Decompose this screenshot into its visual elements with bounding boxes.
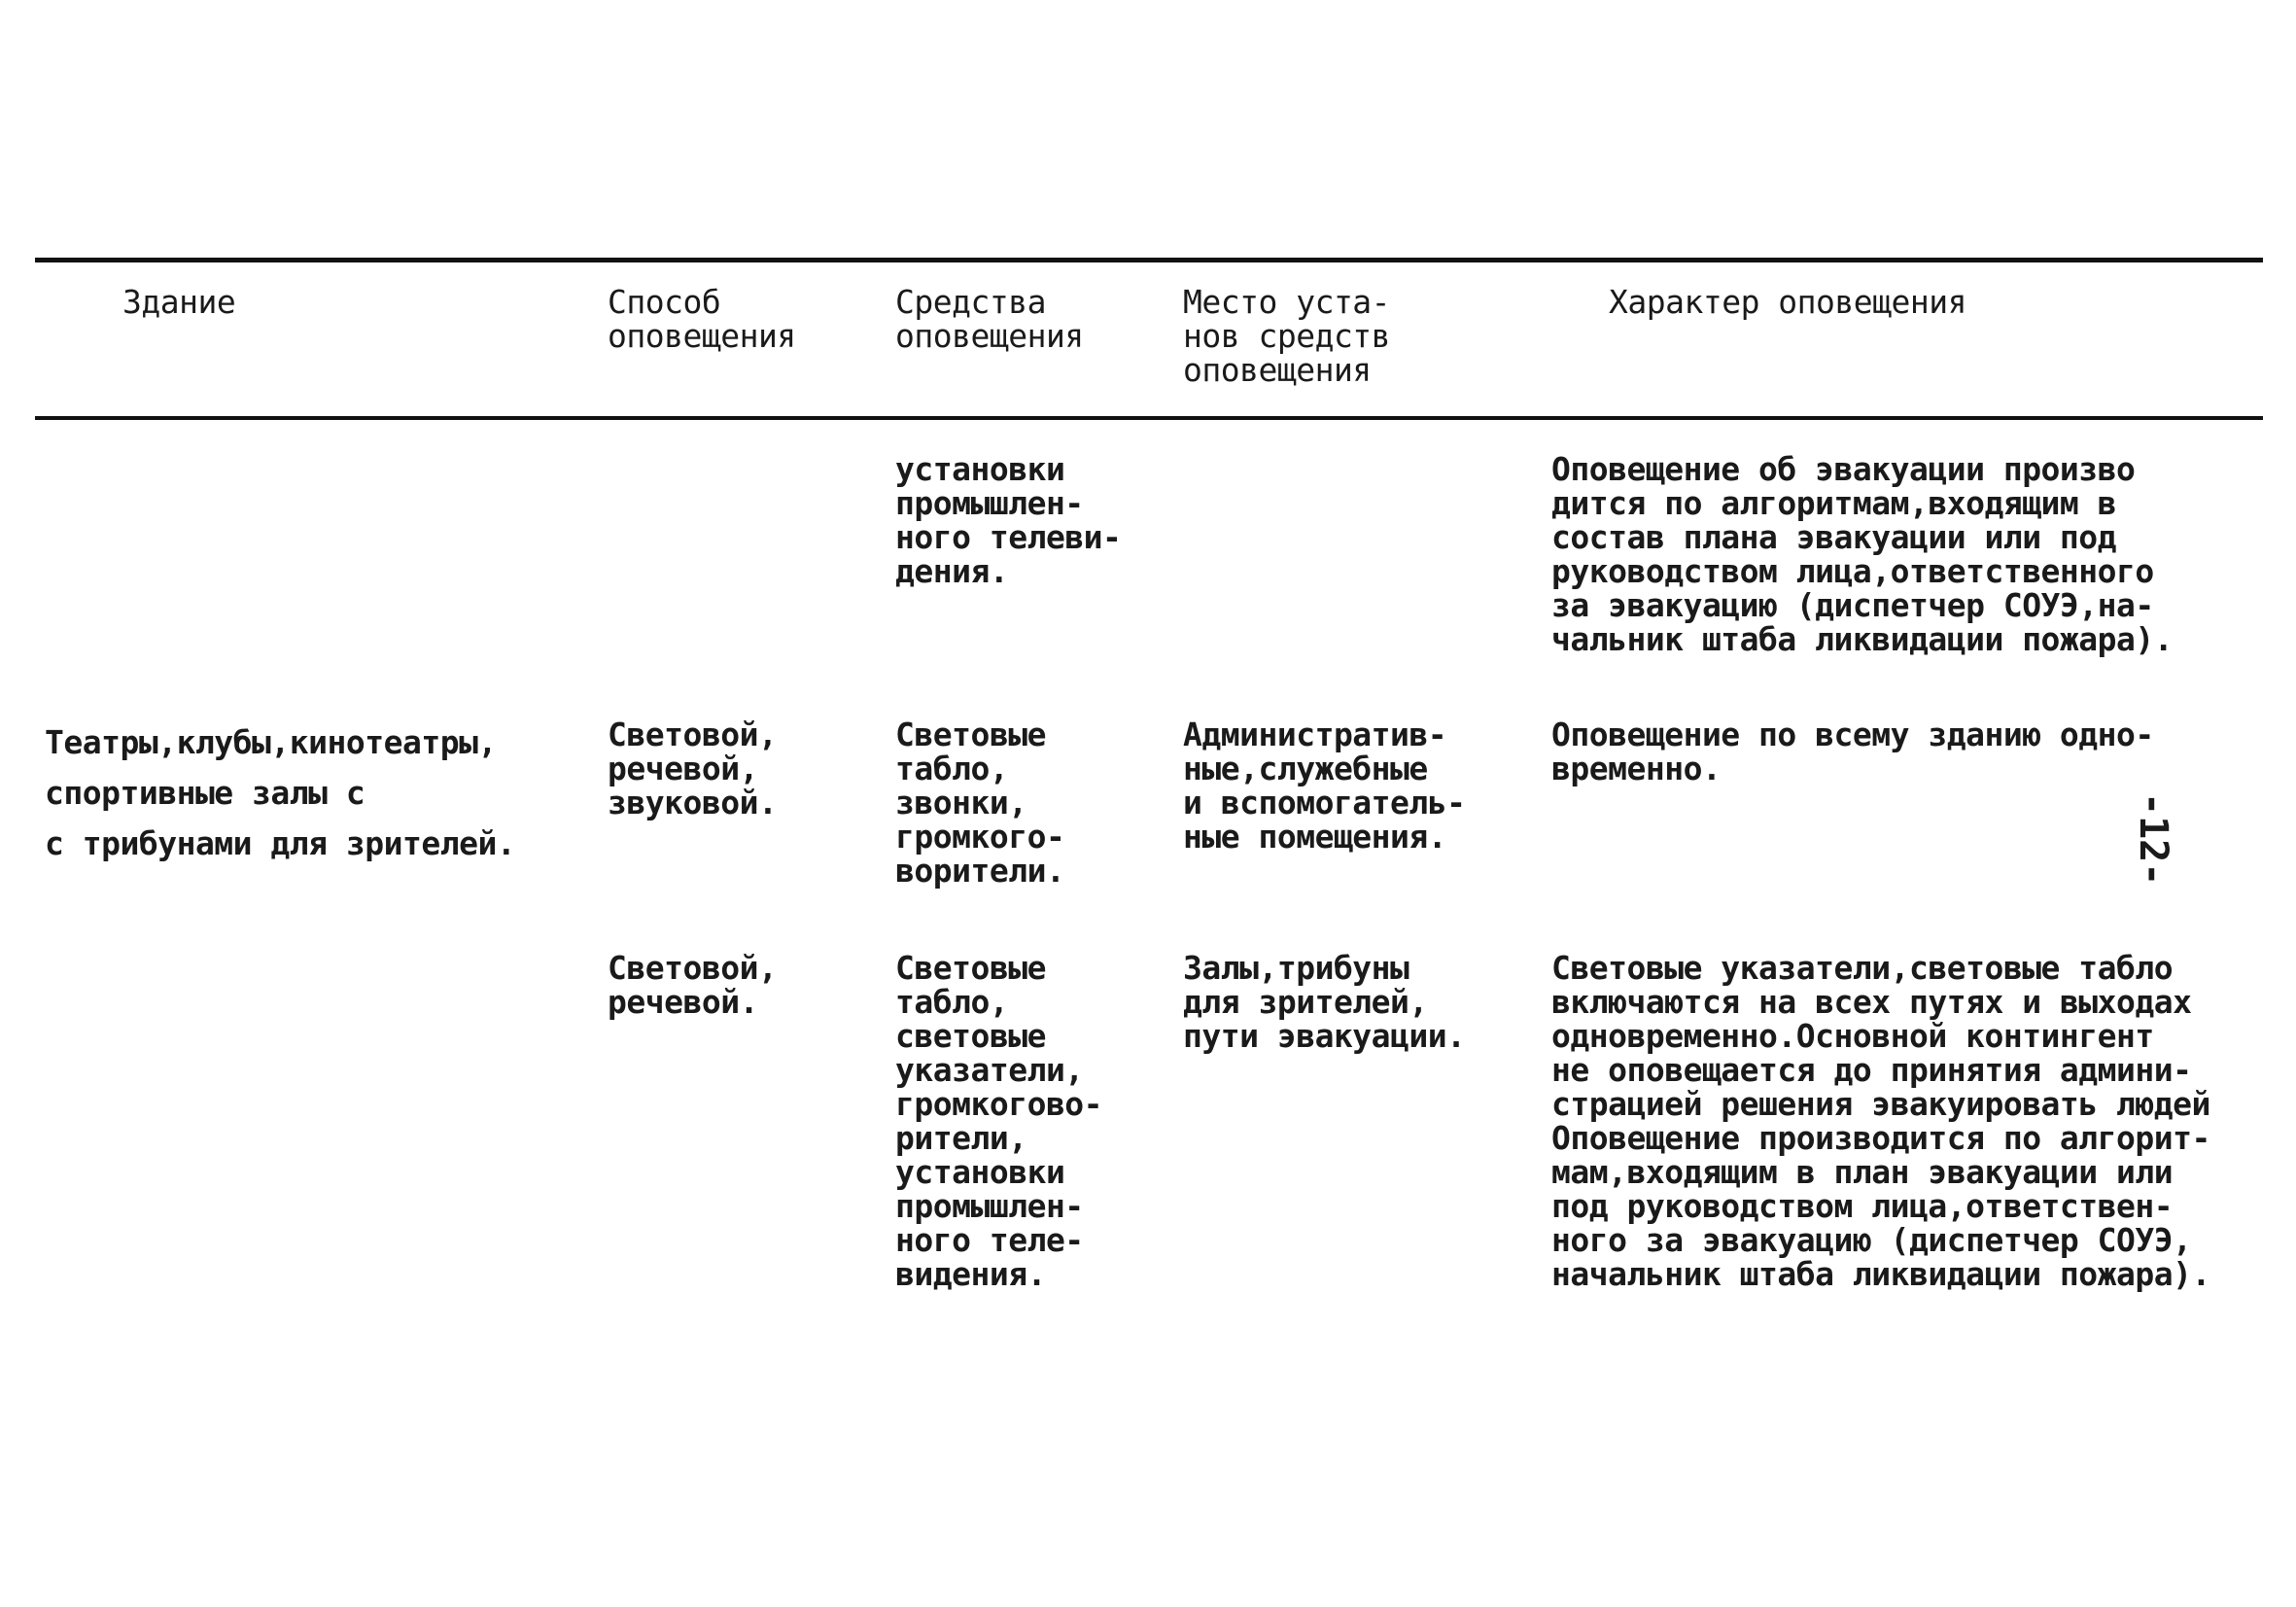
row1-means: установки промышлен- ного телеви- дения.	[895, 450, 1122, 590]
table-header-rule	[35, 416, 2263, 420]
header-building: Здание	[122, 283, 236, 321]
row2-building: Театры,клубы,кинотеатры, спортивные залы с с трибунами для зрителей.	[45, 723, 516, 862]
page-number: -12-	[2131, 792, 2175, 887]
row3-means: Световые табло, световые указатели, громкогово- рители, установки промышлен- ного теле- видения.	[895, 949, 1103, 1293]
table-top-rule	[35, 258, 2263, 262]
row2-means: Световые табло, звонки, громкого- ворители.	[895, 716, 1065, 890]
header-character: Характер оповещения	[1609, 283, 1966, 321]
row3-location: Залы,трибуны для зрителей, пути эвакуации.	[1183, 949, 1466, 1055]
row2-character: Оповещение по всему зданию одно- временно.	[1551, 716, 2154, 787]
row2-method: Световой, речевой, звуковой.	[608, 716, 778, 821]
row2-location: Административ- ные,служебные и вспомогатель- ные помещения.	[1183, 716, 1466, 856]
header-method: Способ оповещения	[608, 283, 796, 355]
row1-character: Оповещение об эвакуации произво дится по алгоритмам,входящим в состав плана эвакуации или под руководством лица,ответственного за эвакуацию (диспетчер СОУЭ,на- чальник штаба ликвидации пожара).	[1551, 450, 2174, 658]
header-location: Место уста- нов средств оповещения	[1183, 283, 1391, 389]
header-means: Средства оповещения	[895, 283, 1084, 355]
row3-character: Световые указатели,световые табло включаются на всех путях и выходах одновременно.Основной контингент не оповещается до принятия админи- страцией решения эвакуировать людей Оповещение производится по алгорит- мам,входящим в план эвакуации или под руководством лица,ответствен- ного за эвакуацию (диспетчер СОУЭ, начальник штаба ликвидации пожара).	[1551, 949, 2210, 1293]
row3-method: Световой, речевой.	[608, 949, 778, 1021]
